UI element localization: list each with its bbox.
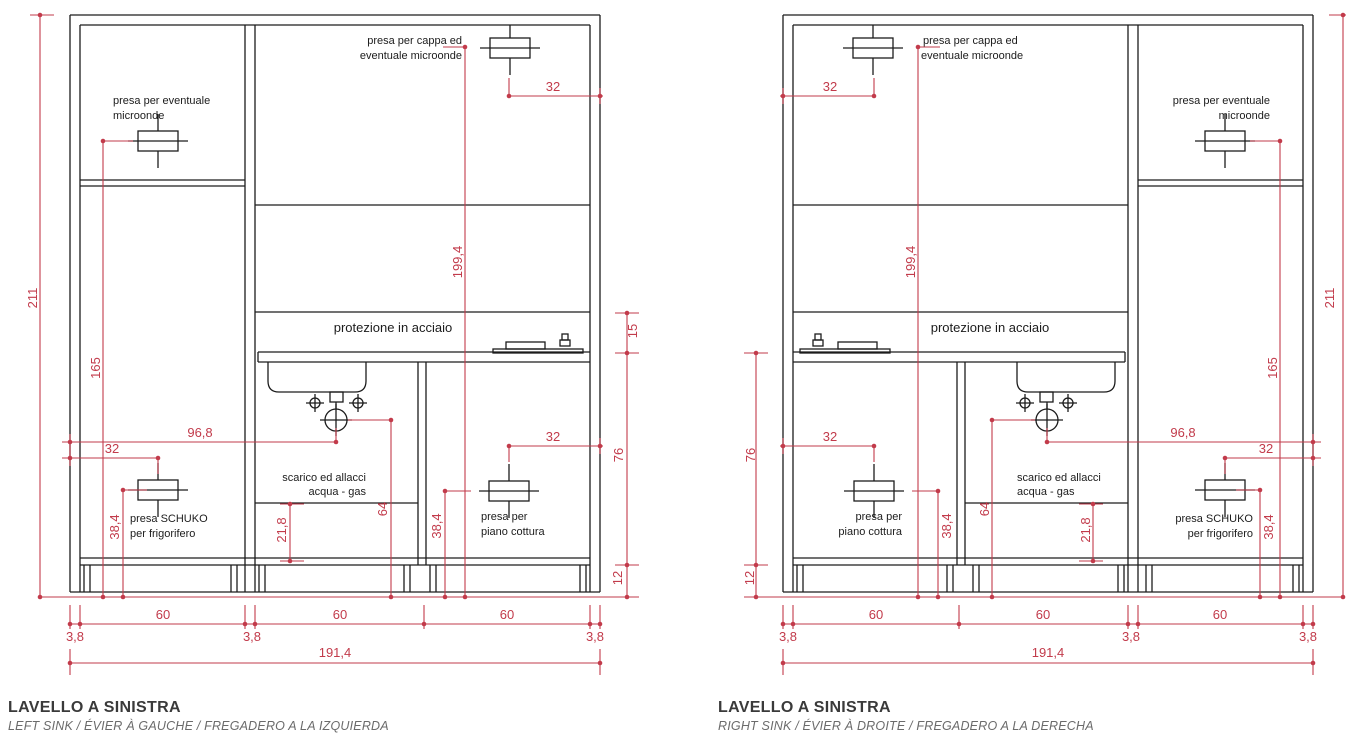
label-schuko-outlet-line1: presa SCHUKO (1175, 513, 1253, 525)
dim-side-panel-2: 3,8 (242, 629, 262, 644)
right-diagram-labels (838, 35, 1270, 543)
dim-plinth-height: 12 (742, 570, 757, 586)
label-drain-connections-line2: acqua - gas (308, 486, 366, 498)
label-schuko-outlet-line2: per frigorifero (130, 528, 196, 540)
left-steel-guard-dim-dots (625, 311, 630, 316)
dim-hob-outlet-height: 38,4 (429, 513, 444, 539)
dim-module-width-2: 60 (332, 607, 348, 622)
dim-side-panel-1: 3,8 (65, 629, 85, 644)
right-panel-title: LAVELLO A SINISTRA (718, 699, 891, 716)
dim-fridge-outlet-offset: 32 (104, 441, 120, 456)
right-diagram-dimensions (742, 79, 1337, 660)
dim-drain-height: 64 (375, 501, 390, 517)
dim-base-unit-height: 76 (611, 447, 626, 463)
left-panel-title: LAVELLO A SINISTRA (8, 699, 181, 716)
left-panel-subtitle: LEFT SINK / ÉVIER À GAUCHE / FREGADERO A LA IZQUIERDA (8, 719, 389, 733)
dim-module-width-3: 60 (868, 607, 884, 622)
dim-overall-width: 191,4 (1031, 645, 1065, 660)
dim-module-width-3: 60 (499, 607, 515, 622)
dim-microwave-outlet-height: 165 (1265, 357, 1280, 379)
dim-overall-height: 211 (1322, 287, 1337, 309)
label-hood-outlet-line1: presa per cappa ed (923, 35, 1018, 47)
right-panel-subtitle: RIGHT SINK / ÉVIER À DROITE / FREGADERO A LA DERECHA (718, 719, 1094, 733)
dim-overall-height: 211 (25, 287, 40, 309)
label-schuko-outlet-line2: per frigorifero (1187, 528, 1253, 540)
dim-side-panel-3: 3,8 (585, 629, 605, 644)
dim-drawer-height: 21,8 (1078, 517, 1093, 543)
label-microwave-outlet-line1: presa per eventuale (113, 95, 211, 107)
dim-side-panel-3: 3,8 (778, 629, 798, 644)
left-diagram-labels (113, 35, 545, 543)
dim-module-width-1: 60 (1212, 607, 1228, 622)
label-drain-connections-line2: acqua - gas (1017, 486, 1075, 498)
dim-hob-outlet-offset: 32 (822, 429, 838, 444)
dim-sink-drain-offset: 96,8 (1170, 425, 1196, 440)
dim-hood-outlet-offset: 32 (545, 79, 561, 94)
dim-side-panel-1: 3,8 (1298, 629, 1318, 644)
dim-base-unit-height: 76 (743, 447, 758, 463)
dim-hob-outlet-height: 38,4 (939, 513, 954, 539)
left-diagram-dimensions (25, 79, 640, 660)
dim-drain-height: 64 (977, 501, 992, 517)
label-schuko-outlet-line1: presa SCHUKO (130, 513, 208, 525)
dim-drawer-height: 21,8 (274, 517, 289, 543)
dim-hob-outlet-offset: 32 (545, 429, 561, 444)
label-hood-outlet-line2: eventuale microonde (921, 50, 1024, 62)
label-drain-connections-line1: scarico ed allacci (1017, 472, 1101, 484)
dim-side-panel-2: 3,8 (1121, 629, 1141, 644)
label-hob-outlet-line1: presa per (481, 511, 528, 523)
dim-fridge-outlet-height: 38,4 (107, 514, 122, 540)
panel-titles (8, 699, 1094, 733)
label-hob-outlet-line2: piano cottura (838, 526, 902, 538)
dim-microwave-outlet-height: 165 (88, 357, 103, 379)
dim-hood-outlet-height: 199,4 (450, 245, 465, 279)
label-microwave-outlet-line2: microonde (1218, 110, 1270, 122)
dim-module-width-2: 60 (1035, 607, 1051, 622)
dim-steel-guard-height: 15 (625, 323, 640, 339)
label-steel-guard: protezione in acciaio (333, 320, 453, 335)
dim-fridge-outlet-offset: 32 (1258, 441, 1274, 456)
label-steel-guard: protezione in acciaio (930, 320, 1050, 335)
dim-module-width-1: 60 (155, 607, 171, 622)
dim-fridge-outlet-height: 38,4 (1261, 514, 1276, 540)
label-hob-outlet-line2: piano cottura (481, 526, 545, 538)
label-hob-outlet-line1: presa per (855, 511, 902, 523)
dim-overall-width: 191,4 (318, 645, 352, 660)
label-microwave-outlet-line1: presa per eventuale (1172, 95, 1270, 107)
dim-hood-outlet-offset: 32 (822, 79, 838, 94)
label-hood-outlet-line2: eventuale microonde (359, 50, 462, 62)
dim-hood-outlet-height: 199,4 (903, 245, 918, 279)
dim-plinth-height: 12 (610, 570, 625, 586)
label-hood-outlet-line1: presa per cappa ed (367, 35, 462, 47)
label-microwave-outlet-line2: microonde (113, 110, 165, 122)
dim-sink-drain-offset: 96,8 (187, 425, 213, 440)
label-drain-connections-line1: scarico ed allacci (282, 472, 366, 484)
